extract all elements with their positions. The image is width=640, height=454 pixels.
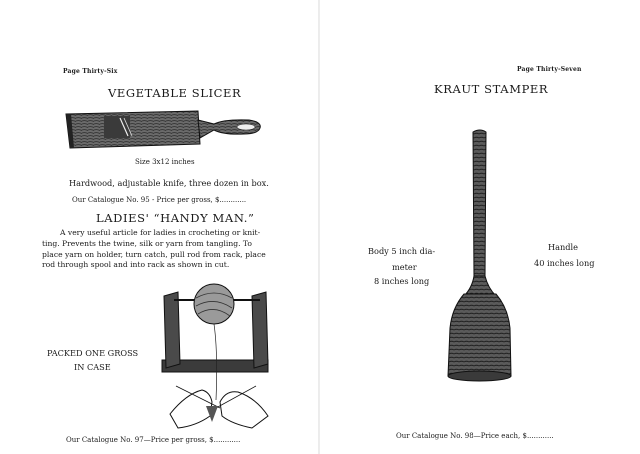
slicer-size: Size 3x12 inches [135, 158, 195, 166]
kraut-stamper-title: KRAUT STAMPER [434, 82, 549, 96]
packed-line2: IN CASE [74, 362, 111, 372]
body-line1: Body 5 inch dia- [368, 246, 436, 256]
description-line: rod through spool and into rack as shown in cut. [42, 260, 230, 270]
right-page [320, 0, 640, 454]
vegetable-slicer-illustration [64, 108, 264, 152]
slicer-description: Hardwood, adjustable knife, three dozen in box. [69, 178, 269, 188]
packed-line1: PACKED ONE GROSS [47, 348, 139, 358]
page-number: Page Thirty-Six [63, 68, 118, 75]
body-line2: meter [392, 262, 417, 272]
slicer-catalogue: Our Catalogue No. 95 - Price per gross, $............ [72, 196, 247, 204]
vegetable-slicer-title: VEGETABLE SLICER [108, 86, 242, 100]
description-line: ting. Prevents the twine, silk or yarn from tangling. To [42, 238, 252, 248]
handy-man-catalogue: Our Catalogue No. 97—Price per gross, $............ [66, 436, 241, 444]
description-line: place yarn on holder, turn catch, pull rod from rack, place [42, 249, 266, 259]
page-number: Page Thirty-Seven [517, 66, 582, 73]
handle-line2: 40 inches long [534, 258, 595, 268]
yarn-holder-illustration [156, 282, 278, 432]
handy-man-description [42, 228, 282, 271]
kraut-stamper-catalogue: Our Catalogue No. 98—Price each, $............ [396, 432, 554, 440]
handle-line1: Handle [548, 242, 578, 252]
description-line: A very useful article for ladies in crocheting or knit- [60, 228, 261, 237]
body-line3: 8 inches long [374, 276, 430, 286]
handy-man-title: LADIES' “HANDY MAN.” [96, 211, 255, 225]
kraut-stamper-illustration [444, 128, 516, 390]
